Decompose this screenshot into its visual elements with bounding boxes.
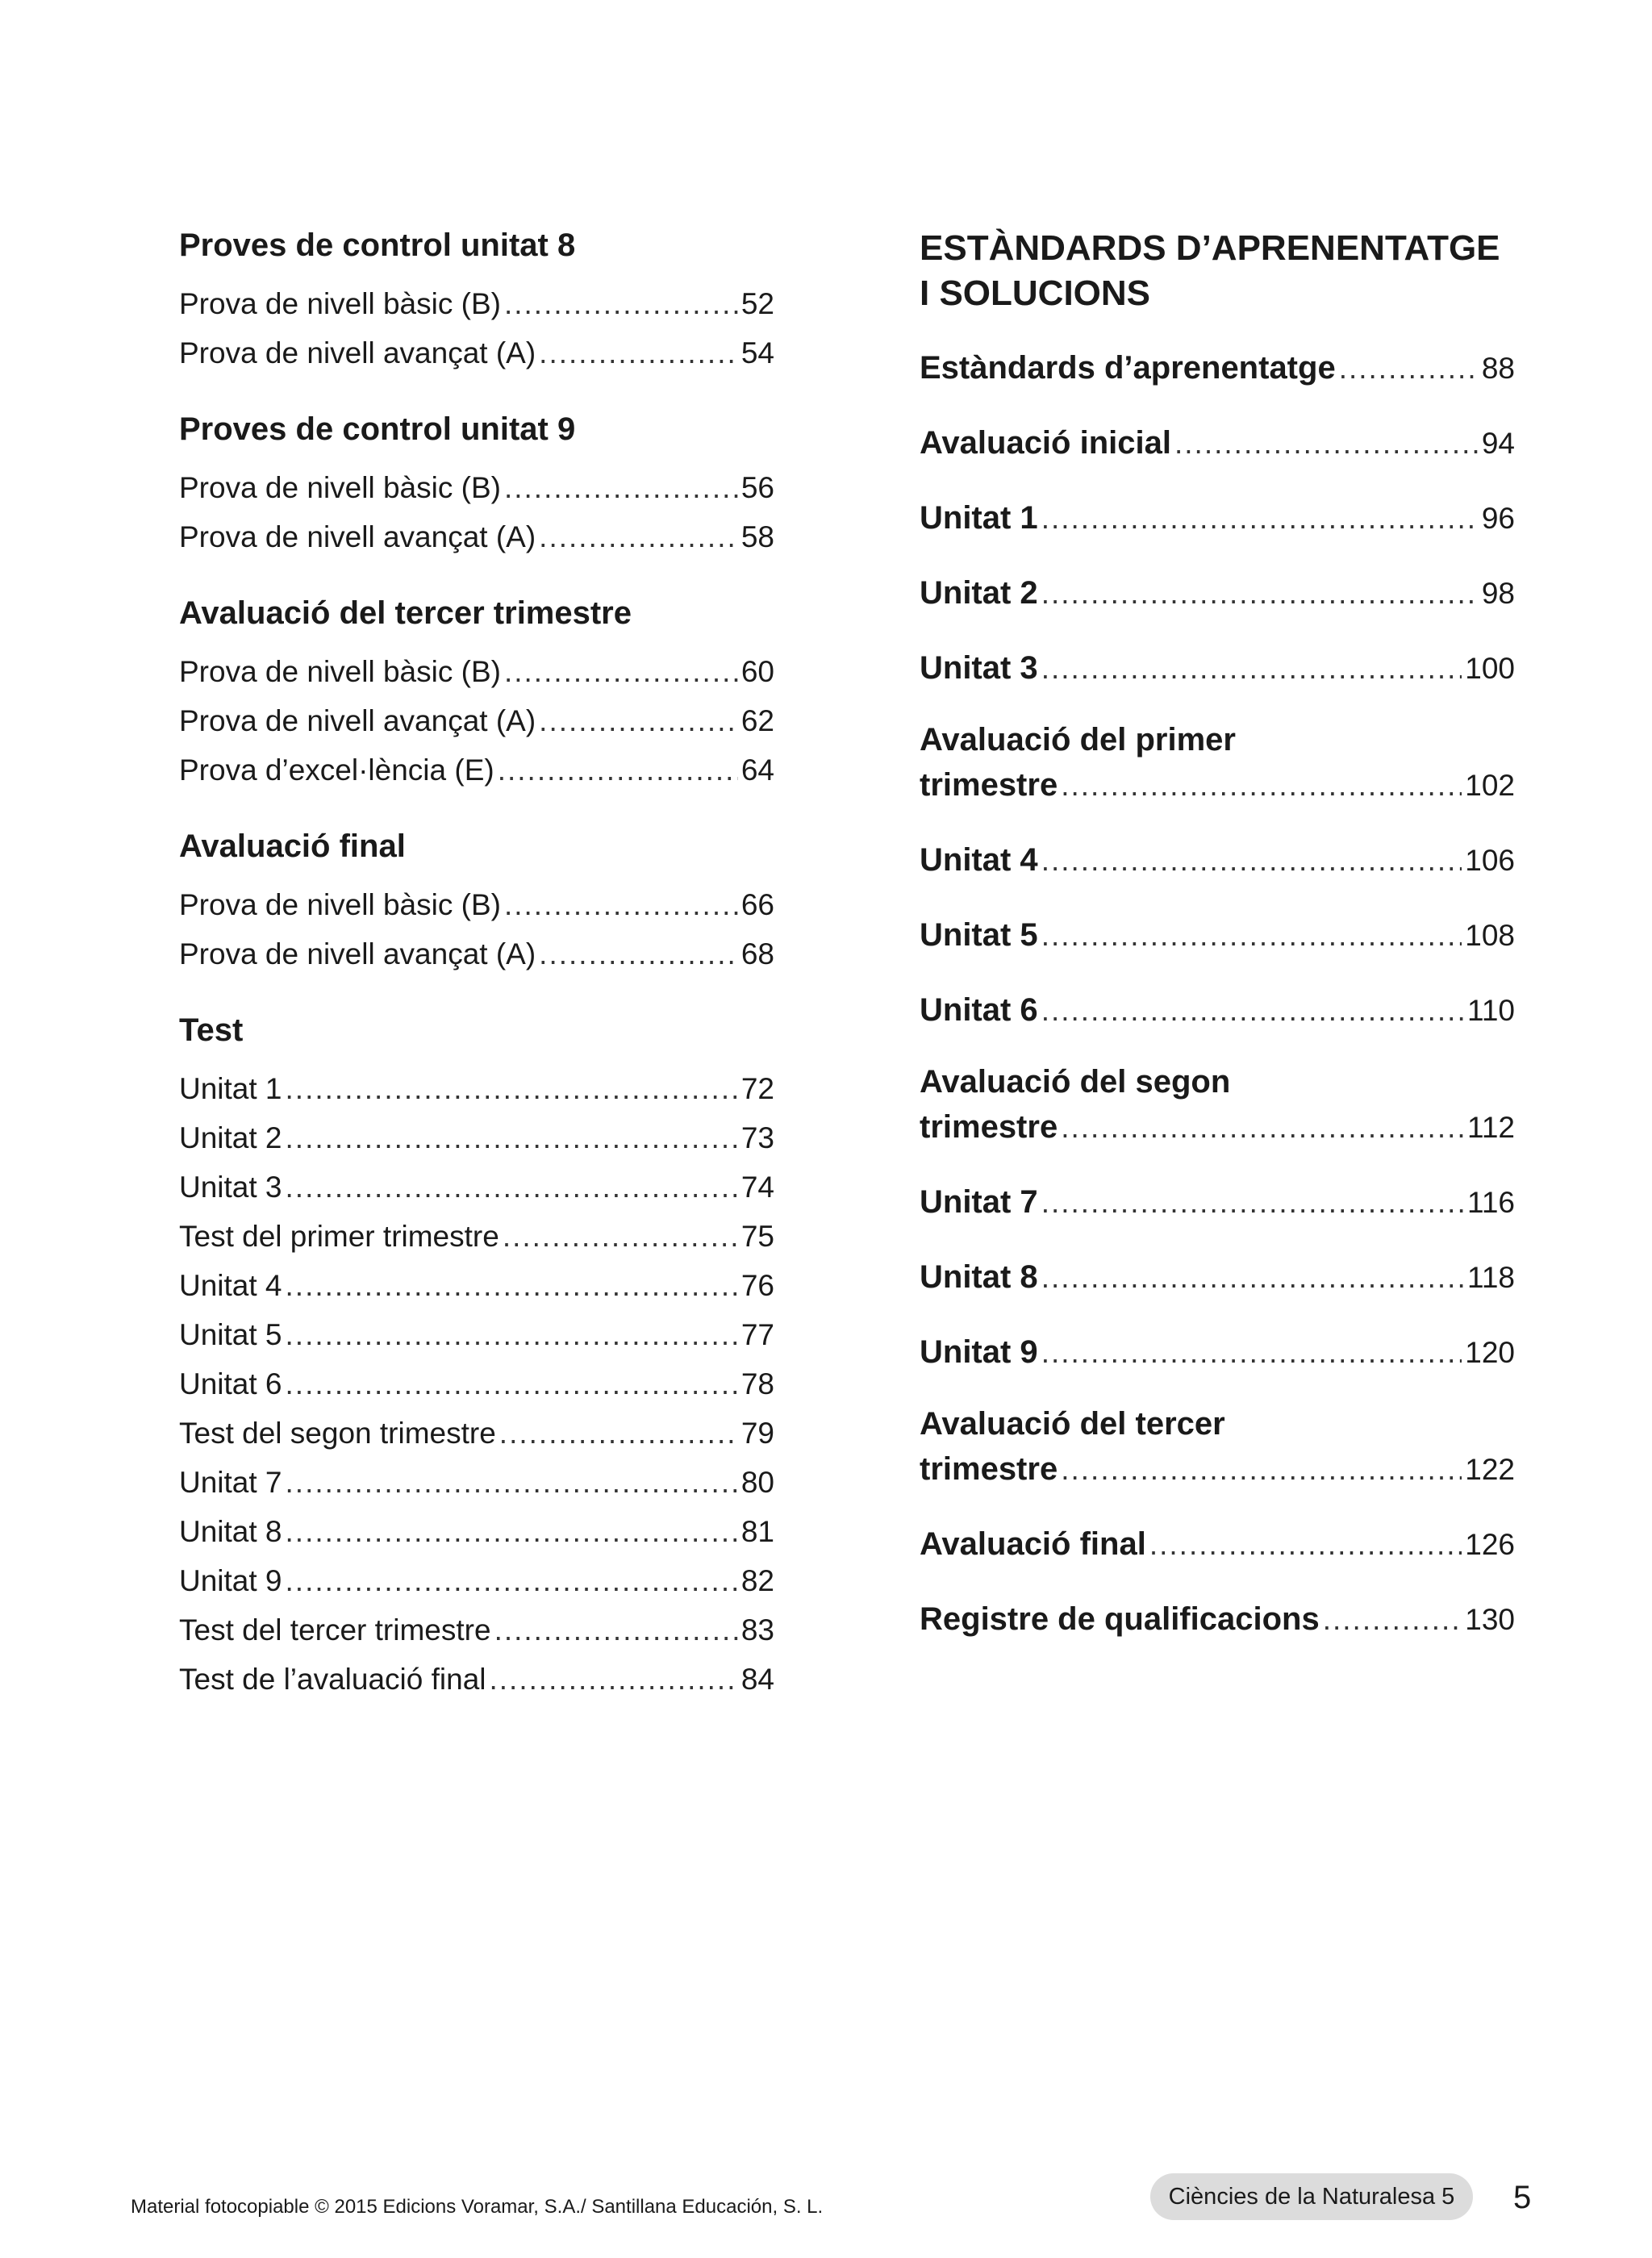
entry-page: 82: [740, 1564, 774, 1597]
entry-page: 88: [1481, 352, 1515, 385]
entry-label: Unitat 2: [920, 575, 1038, 611]
toc-section: [179, 594, 774, 795]
toc-entry: [920, 569, 1515, 618]
toc-entry-two-line: [920, 1403, 1515, 1494]
entry-label: Registre de qualificacions: [920, 1601, 1320, 1637]
toc-entry: [179, 1556, 774, 1605]
dot-leader: [539, 512, 738, 561]
dot-leader: [286, 1064, 738, 1113]
entry-label: trimestre: [920, 1109, 1058, 1145]
toc-entry: [179, 1359, 774, 1409]
entry-page: 74: [740, 1171, 774, 1204]
dot-leader: [286, 1113, 738, 1162]
toc-entry: [179, 512, 774, 561]
entry-page: 120: [1465, 1336, 1515, 1369]
toc-entry: [179, 745, 774, 795]
entry-label: Test de l’avaluació final: [179, 1663, 486, 1696]
dot-leader: [504, 647, 738, 696]
heading-line: ESTÀNDARDS D’APRENENTATGE: [920, 228, 1500, 268]
toc-entry: [920, 494, 1515, 543]
toc-entry: [920, 644, 1515, 693]
entry-page: 79: [740, 1417, 774, 1450]
entry-page: 77: [740, 1318, 774, 1351]
heading-line: I SOLUCIONS: [920, 273, 1151, 313]
entry-page: 80: [740, 1466, 774, 1499]
toc-entry: [920, 911, 1515, 960]
dot-leader: [1041, 569, 1479, 618]
dot-leader: [539, 696, 738, 745]
entry-page: 116: [1467, 1186, 1515, 1219]
entry-label: Unitat 2: [179, 1121, 282, 1154]
page-number: 5: [1513, 2180, 1532, 2215]
toc-section: [179, 827, 774, 979]
toc-entry: [179, 1605, 774, 1655]
dot-leader: [1061, 761, 1462, 810]
entry-label: Prova de nivell avançat (A): [179, 336, 536, 369]
dot-leader: [499, 1409, 738, 1458]
entry-label: Test del segon trimestre: [179, 1417, 496, 1450]
dot-leader: [498, 745, 738, 795]
entry-label: Unitat 9: [920, 1334, 1038, 1370]
entry-label: trimestre: [920, 767, 1058, 803]
entry-label-first-line: Avaluació del segon: [920, 1064, 1231, 1100]
toc-entry: [179, 1310, 774, 1359]
entry-label-first-line: Avaluació del tercer: [920, 1406, 1225, 1442]
entry-label: Unitat 3: [920, 650, 1038, 686]
dot-leader: [1323, 1595, 1462, 1644]
entry-label: Unitat 5: [179, 1318, 282, 1351]
entry-label: Prova de nivell bàsic (B): [179, 287, 501, 320]
dot-leader: [1061, 1103, 1464, 1152]
book-title-badge: Ciències de la Naturalesa 5: [1150, 2173, 1473, 2220]
dot-leader: [504, 463, 738, 512]
entry-page: 118: [1467, 1261, 1515, 1294]
section-title: Proves de control unitat 8: [179, 227, 576, 263]
left-column: [179, 226, 774, 1736]
entry-label: Prova de nivell avançat (A): [179, 520, 536, 553]
entry-page: 68: [740, 937, 774, 970]
entry-page: 64: [740, 753, 774, 787]
dot-leader: [1041, 1328, 1462, 1377]
entry-label-first-line: Avaluació del primer: [920, 722, 1236, 758]
entry-label: Prova de nivell bàsic (B): [179, 888, 501, 921]
entry-page: 108: [1465, 919, 1515, 952]
entry-page: 73: [740, 1121, 774, 1154]
toc-entry: [179, 1113, 774, 1162]
section-title: Avaluació final: [179, 828, 406, 864]
toc-section: [179, 410, 774, 561]
toc-entry: [179, 647, 774, 696]
toc-entry: [920, 836, 1515, 885]
entry-page: 76: [740, 1269, 774, 1302]
dot-leader: [539, 328, 738, 378]
toc-entry: [179, 929, 774, 979]
entry-label: Unitat 5: [920, 917, 1038, 953]
entry-page: 100: [1465, 652, 1515, 685]
dot-leader: [494, 1605, 738, 1655]
entry-label: Unitat 8: [179, 1515, 282, 1548]
entry-label: Unitat 7: [920, 1184, 1038, 1220]
entry-label: Estàndards d’aprenentatge: [920, 350, 1336, 386]
toc-entry: [920, 986, 1515, 1035]
entry-page: 102: [1465, 769, 1515, 802]
entry-label: Unitat 1: [920, 500, 1038, 536]
entry-page: 126: [1465, 1528, 1515, 1561]
toc-entry-two-line: [920, 719, 1515, 810]
dot-leader: [1041, 836, 1462, 885]
entry-page: 72: [740, 1072, 774, 1105]
dot-leader: [1041, 911, 1462, 960]
entry-page: 52: [740, 287, 774, 320]
toc-entry: [179, 1162, 774, 1212]
section-heading: [920, 226, 1515, 316]
dot-leader: [1149, 1520, 1462, 1569]
entry-label: Unitat 6: [179, 1367, 282, 1400]
entry-label: Avaluació final: [920, 1526, 1146, 1562]
dot-leader: [504, 279, 738, 328]
entry-label: Prova de nivell avançat (A): [179, 937, 536, 970]
toc-entry: [179, 696, 774, 745]
entry-page: 94: [1481, 427, 1515, 460]
entry-label: Test del tercer trimestre: [179, 1613, 491, 1647]
toc-entry: [179, 1409, 774, 1458]
section-title: Proves de control unitat 9: [179, 411, 576, 447]
entry-page: 130: [1465, 1603, 1515, 1636]
toc-entry: [920, 1520, 1515, 1569]
dot-leader: [504, 880, 738, 929]
entry-page: 83: [740, 1613, 774, 1647]
entry-label: Prova de nivell bàsic (B): [179, 655, 501, 688]
entry-label: Prova d’excel·lència (E): [179, 753, 494, 787]
dot-leader: [503, 1212, 738, 1261]
entry-page: 60: [740, 655, 774, 688]
toc-entry: [179, 1212, 774, 1261]
entry-label: Unitat 9: [179, 1564, 282, 1597]
toc-entry: [920, 419, 1515, 468]
dot-leader: [1061, 1445, 1462, 1494]
toc-entry: [920, 1178, 1515, 1227]
entry-page: 62: [740, 704, 774, 737]
dot-leader: [1041, 1253, 1464, 1302]
dot-leader: [539, 929, 738, 979]
entry-label: Unitat 6: [920, 992, 1038, 1028]
entry-page: 81: [740, 1515, 774, 1548]
entry-page: 96: [1481, 502, 1515, 535]
toc-entry-two-line: [920, 1061, 1515, 1152]
section-title: Test: [179, 1012, 244, 1048]
toc-entry: [179, 1261, 774, 1310]
dot-leader: [1041, 644, 1462, 693]
dot-leader: [286, 1458, 738, 1507]
entry-page: 110: [1467, 994, 1515, 1027]
toc-entry: [179, 1655, 774, 1704]
toc-entry: [179, 1507, 774, 1556]
copyright-notice: Material fotocopiable © 2015 Edicions Voramar, S.A./ Santillana Educación, S. L.: [131, 2196, 824, 2218]
dot-leader: [1174, 419, 1479, 468]
toc-entry: [179, 880, 774, 929]
dot-leader: [1339, 344, 1479, 393]
entry-label: Prova de nivell avançat (A): [179, 704, 536, 737]
entry-label: Unitat 3: [179, 1171, 282, 1204]
entry-label: Unitat 4: [920, 842, 1038, 878]
entry-label: Unitat 7: [179, 1466, 282, 1499]
entry-page: 56: [740, 471, 774, 504]
dot-leader: [286, 1261, 738, 1310]
entry-page: 66: [740, 888, 774, 921]
entry-label: Prova de nivell bàsic (B): [179, 471, 501, 504]
toc-entry: [179, 1064, 774, 1113]
toc-entry: [920, 1328, 1515, 1377]
toc-section-test: [179, 1011, 774, 1704]
entry-page: 122: [1465, 1453, 1515, 1486]
toc-entry: [179, 328, 774, 378]
entry-label: Avaluació inicial: [920, 425, 1171, 461]
dot-leader: [286, 1507, 738, 1556]
entry-page: 112: [1467, 1111, 1515, 1144]
dot-leader: [286, 1310, 738, 1359]
entry-label: Unitat 4: [179, 1269, 282, 1302]
dot-leader: [286, 1556, 738, 1605]
dot-leader: [1041, 1178, 1464, 1227]
toc-entry: [920, 344, 1515, 393]
dot-leader: [1041, 986, 1464, 1035]
entry-label: Test del primer trimestre: [179, 1220, 499, 1253]
dot-leader: [286, 1359, 738, 1409]
entry-page: 84: [740, 1663, 774, 1696]
entry-page: 75: [740, 1220, 774, 1253]
right-column: [920, 226, 1515, 1670]
entry-page: 54: [740, 336, 774, 369]
toc-entry: [920, 1595, 1515, 1644]
entry-label: Unitat 8: [920, 1259, 1038, 1295]
section-title: Avaluació del tercer trimestre: [179, 595, 632, 631]
toc-section: [179, 226, 774, 378]
toc-entry: [179, 279, 774, 328]
entry-page: 98: [1481, 577, 1515, 610]
dot-leader: [490, 1655, 738, 1704]
entry-page: 58: [740, 520, 774, 553]
entry-label: Unitat 1: [179, 1072, 282, 1105]
dot-leader: [1041, 494, 1479, 543]
dot-leader: [286, 1162, 738, 1212]
toc-entry: [920, 1253, 1515, 1302]
entry-page: 106: [1465, 844, 1515, 877]
entry-label: trimestre: [920, 1451, 1058, 1487]
toc-entry: [179, 1458, 774, 1507]
entry-page: 78: [740, 1367, 774, 1400]
toc-entry: [179, 463, 774, 512]
